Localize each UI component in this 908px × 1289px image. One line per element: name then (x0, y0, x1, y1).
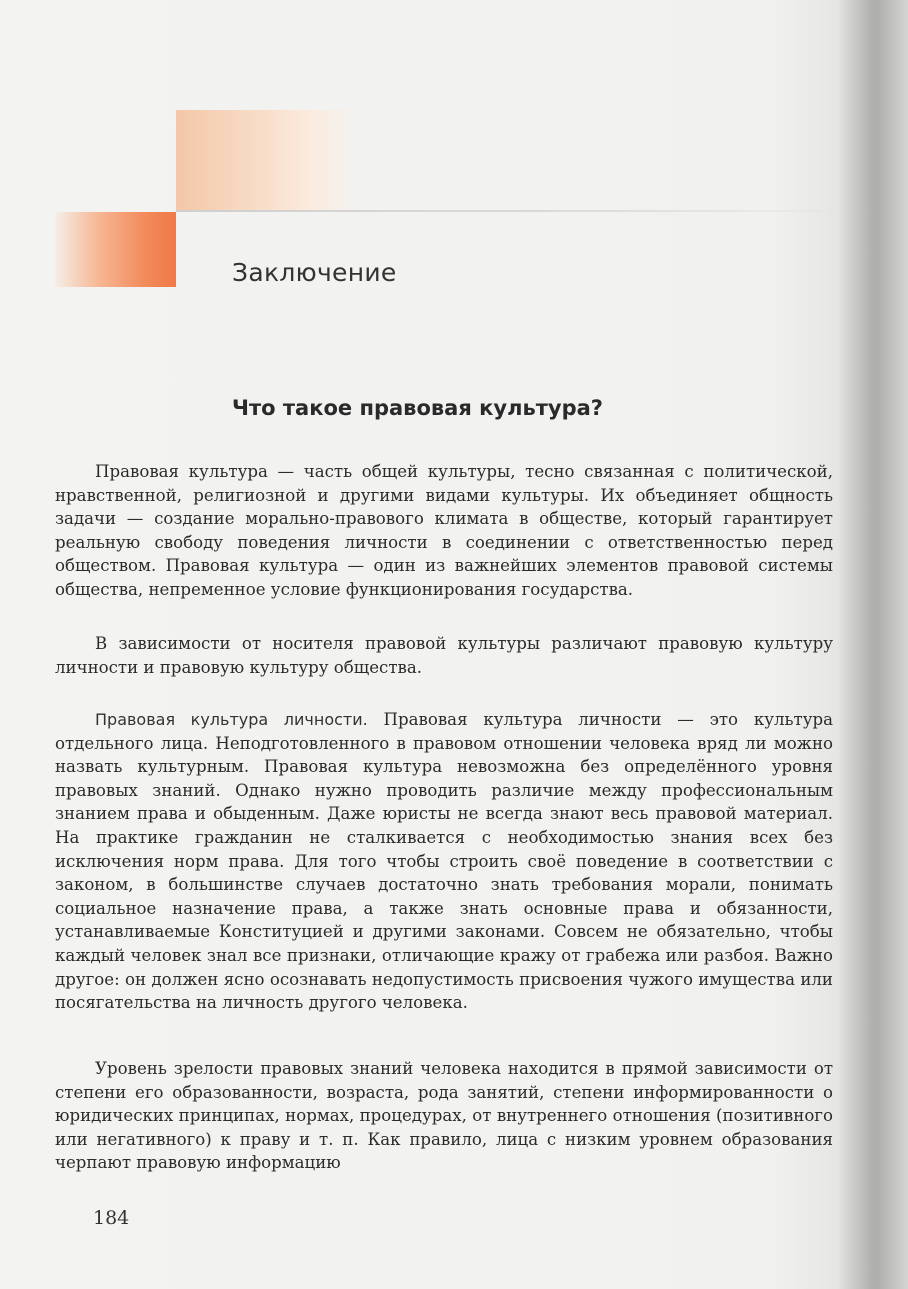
paragraph-carriers: В зависимости от носителя правовой культуры различают правовую культуру личности и правовую культуру общества. (55, 634, 833, 677)
header-rule-line (176, 210, 876, 212)
page-number: 184 (93, 1207, 130, 1229)
paragraph-intro: Правовая культура — часть общей культуры, тесно связанная с политической, нравственной, религиозной и другими видами культуры. Их объединяет общность задачи — создание морально-правового климата в обществе, который гарантирует реальную свободу поведения личности в соединении с ответственностью перед обществом. Правовая культура — один из важнейших элементов правовой системы общества, непременное условие функционирования государства. (55, 462, 833, 599)
book-spine-shadow (838, 0, 908, 1289)
decorative-orange-block-top (176, 110, 356, 210)
paragraph-knowledge-level: Уровень зрелости правовых знаний человека находится в прямой зависимости от степени его образованности, возраста, рода занятий, степени информированности о юридических принципах, нормах, процедурах, от внутреннего отношения (позитивного или негативного) к праву и т. п. Как правило, лица с низким уровнем образования черпают правовую информацию (55, 1059, 833, 1173)
paragraph-personal-culture-text: Правовая культура личности — это культура отдельного лица. Неподготовленного в правовом отношении человека вряд ли можно назвать культурным. Правовая культура невозможна без определённого уровня правовых знаний. Однако нужно проводить различие между профессиональным знанием права и обыденным. Даже юристы не всегда знают весь правовой материал. На практике гражданин не сталкивается с необходимостью знания всех без исключения норм права. Для того чтобы строить своё поведение в соответствии с законом, в большинстве случаев достаточно знать требования морали, понимать социальное назначение права, а также знать основные права и обязанности, устанавливаемые Конституцией и другими законами. Совсем не обязательно, чтобы каждый человек знал все признаки, отличающие кражу от грабежа или разбоя. Важно другое: он должен ясно осознавать недопустимость присвоения чужого имущества или посягательства на личность другого человека. (55, 710, 833, 1013)
chapter-title: Заключение (232, 258, 397, 287)
paragraph-personal-culture (55, 708, 833, 1015)
section-title: Что такое правовая культура? (232, 396, 603, 420)
run-in-heading: Правовая культура личности. (95, 710, 368, 729)
decorative-orange-block-left (55, 212, 176, 287)
